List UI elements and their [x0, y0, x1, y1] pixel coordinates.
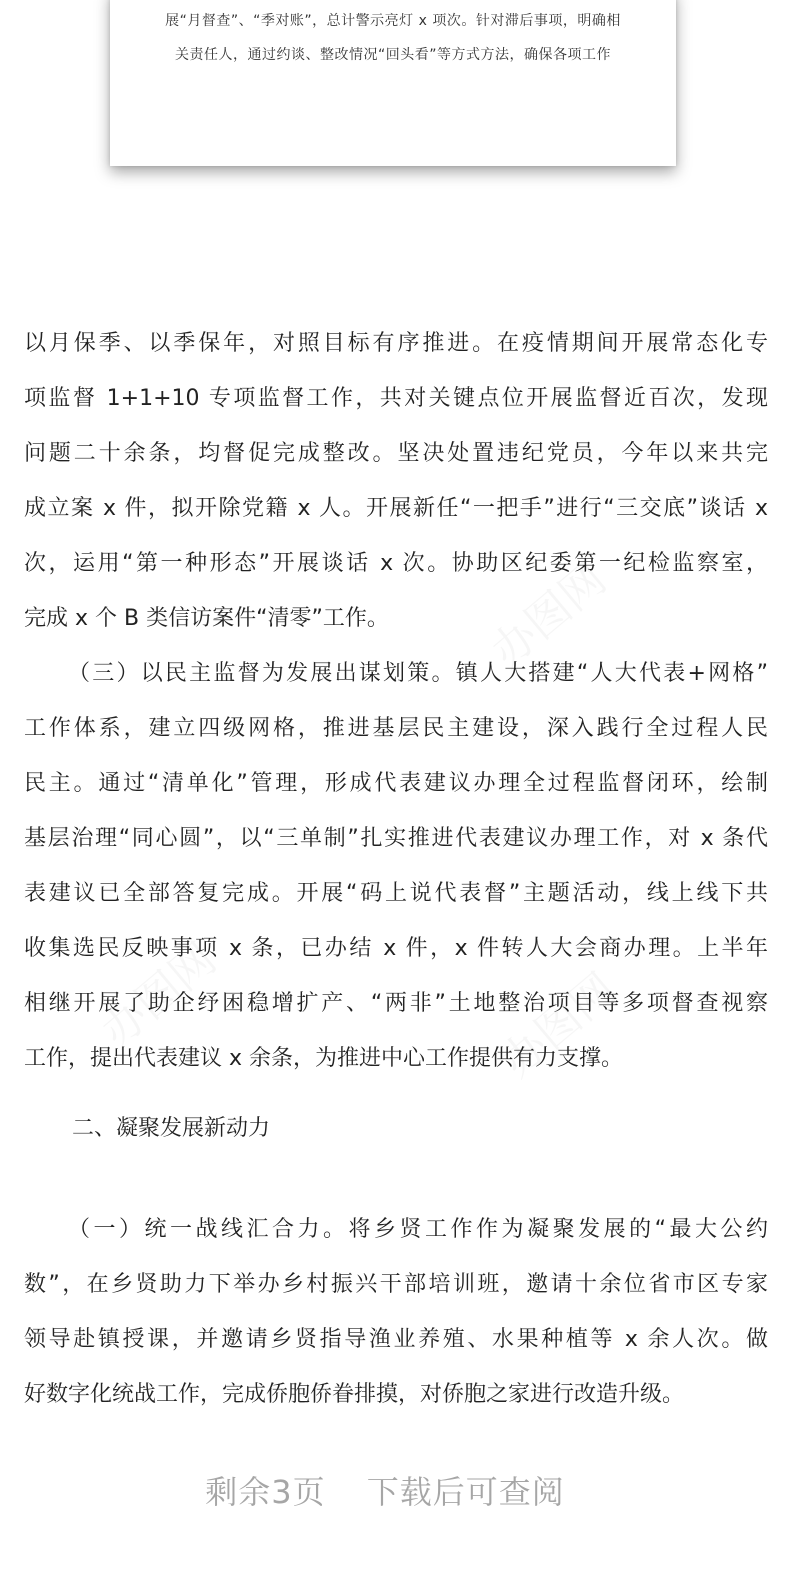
- text-line: 好数字化统战工作，完成侨胞侨眷排摸，对侨胞之家进行改造升级。: [24, 1382, 685, 1407]
- text-line: 完成 x 个 B 类信访案件“清零”工作。: [24, 606, 389, 631]
- preview-line: 展“月督查”、“季对账”，总计警示亮灯 x 项次。针对滞后事项，明确相: [165, 13, 621, 29]
- remaining-pages-notice[interactable]: 剩余3页 下载后可查阅: [205, 1473, 565, 1511]
- text-line: 数”，在乡贤助力下举办乡村振兴干部培训班，邀请十余位省市区专家: [24, 1272, 768, 1297]
- text-line: 问题二十余条，均督促完成整改。坚决处置违纪党员，今年以来共完: [24, 441, 768, 466]
- text-line: 相继开展了助企纾困稳增扩产、“两非”土地整治项目等多项督查视察: [24, 991, 768, 1016]
- text-line: 次，运用“第一种形态”开展谈话 x 次。协助区纪委第一纪检监察室，: [24, 551, 768, 576]
- section-heading: 二、凝聚发展新动力: [72, 1116, 271, 1141]
- text-line: 领导赴镇授课，并邀请乡贤指导渔业养殖、水果种植等 x 余人次。做: [24, 1327, 768, 1352]
- text-line: 收集选民反映事项 x 条，已办结 x 件，x 件转人大会商办理。上半年: [24, 936, 768, 961]
- text-line: 工作，提出代表建议 x 余条，为推进中心工作提供有力支撑。: [24, 1046, 624, 1071]
- text-line: 表建议已全部答复完成。开展“码上说代表督”主题活动，线上线下共: [24, 881, 768, 906]
- text-line: 以月保季、以季保年，对照目标有序推进。在疫情期间开展常态化专: [24, 331, 768, 356]
- text-line: 民主。通过“清单化”管理，形成代表建议办理全过程监督闭环，绘制: [24, 771, 768, 796]
- text-line: （三）以民主监督为发展出谋划策。镇人大搭建“人大代表+网格”: [68, 661, 768, 686]
- text-line: 项监督 1+1+10 专项监督工作，共对关键点位开展监督近百次，发现: [24, 386, 768, 411]
- text-line: 成立案 x 件，拟开除党籍 x 人。开展新任“一把手”进行“三交底”谈话 x: [24, 496, 768, 521]
- preview-line: 关责任人，通过约谈、整改情况“回头看”等方式方法，确保各项工作: [174, 47, 611, 63]
- text-line: （一）统一战线汇合力。将乡贤工作作为凝聚发展的“最大公约: [68, 1217, 768, 1242]
- text-line: 工作体系，建立四级网格，推进基层民主建设，深入践行全过程人民: [24, 716, 768, 741]
- preview-card: [110, 0, 676, 166]
- text-line: 基层治理“同心圆”，以“三单制”扎实推进代表建议办理工作，对 x 条代: [24, 826, 768, 851]
